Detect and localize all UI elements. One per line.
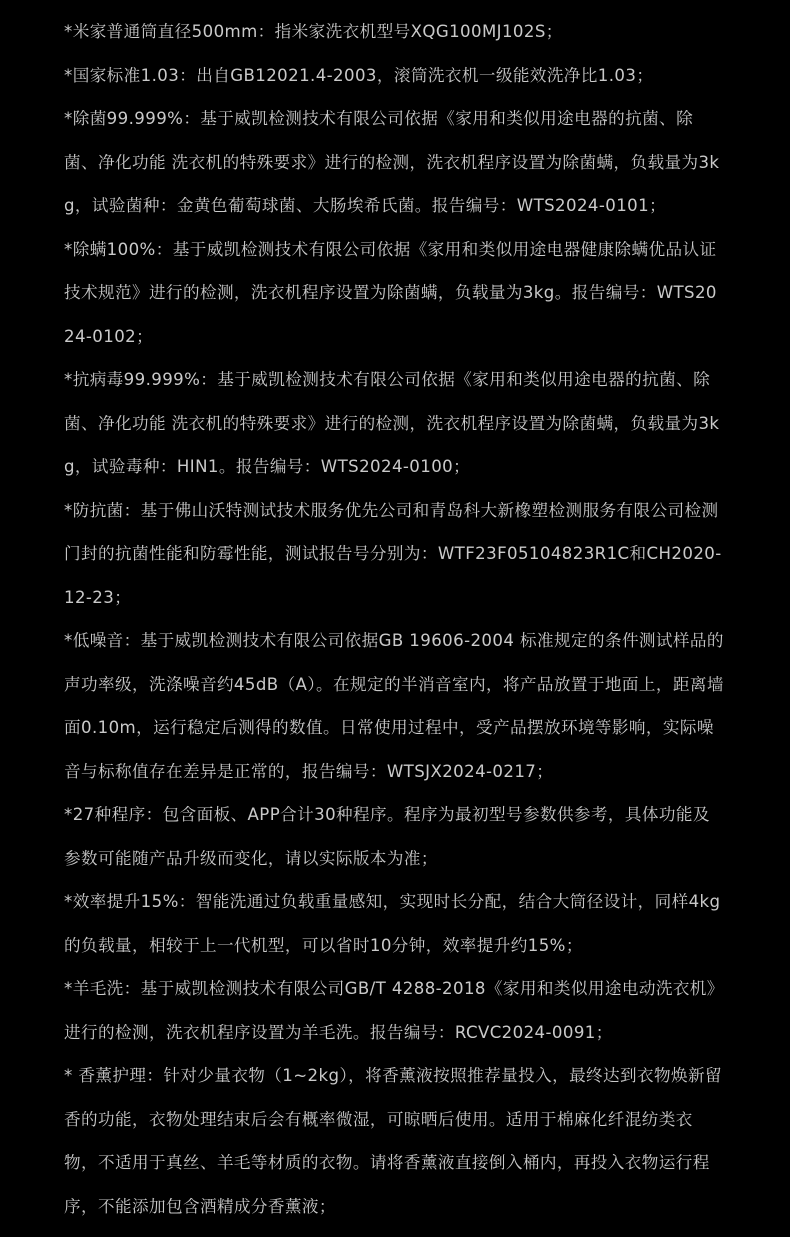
footnote-sterilization: *除菌99.999%：基于威凯检测技术有限公司依据《家用和类似用途电器的抗菌、除菌、净化功能 洗衣机的特殊要求》进行的检测，洗衣机程序设置为除菌螨，负载量为3kg，试验菌种：金黄色葡萄球菌、大肠埃希氏菌。报告编号：WTS2024-0101； bbox=[64, 109, 720, 215]
footnote-mite-removal: *除螨100%：基于威凯检测技术有限公司依据《家用和类似用途电器健康除螨优品认证技术规范》进行的检测，洗衣机程序设置为除菌螨，负载量为3kg。报告编号：WTS2024-0102； bbox=[64, 239, 717, 346]
footnote-national-standard: *国家标准1.03：出自GB12021.4-2003，滚筒洗衣机一级能效洗净比1.03； bbox=[64, 65, 654, 85]
footnote-drum-diameter: *米家普通筒直径500mm：指米家洗衣机型号XQG100MJ102S； bbox=[64, 22, 563, 41]
footnote-antibacterial-seal: *防抗菌：基于佛山沃特测试技术服务优先公司和青岛科大新橡塑检测服务有限公司检测门封的抗菌性能和防霉性能，测试报告号分别为：WTF23F05104823R1C和CH2020-12-23； bbox=[64, 500, 722, 607]
footnote-wool-wash: *羊毛洗：基于威凯检测技术有限公司GB/T 4288-2018《家用和类似用途电动洗衣机》进行的检测，洗衣机程序设置为羊毛洗。报告编号：RCVC2024-0091； bbox=[64, 979, 724, 1042]
footnotes-list bbox=[64, 10, 724, 1228]
footnote-programs: *27种程序：包含面板、APP合计30种程序。程序为最初型号参数供参考，具体功能及参数可能随产品升级而变化，请以实际版本为准； bbox=[64, 805, 710, 868]
footnote-fragrance-care: * 香薰护理：针对少量衣物（1~2kg），将香薰液按照推荐量投入，最终达到衣物焕新留香的功能，衣物处理结束后会有概率微湿，可晾晒后使用。适用于棉麻化纤混纺类衣物，不适用于真丝、羊毛等材质的衣物。请将香薰液直接倒入桶内，再投入衣物运行程序，不能添加包含酒精成分香薰液； bbox=[64, 1066, 723, 1216]
footnote-antivirus: *抗病毒99.999%：基于威凯检测技术有限公司依据《家用和类似用途电器的抗菌、除菌、净化功能 洗衣机的特殊要求》进行的检测，洗衣机程序设置为除菌螨，负载量为3kg，试验毒种：HIN1。报告编号：WTS2024-0100； bbox=[64, 370, 720, 476]
footnote-low-noise: *低噪音：基于威凯检测技术有限公司依据GB 19606-2004 标准规定的条件测试样品的声功率级，洗涤噪音约45dB（A）。在规定的半消音室内，将产品放置于地面上，距离墙面0.10m，运行稳定后测得的数值。日常使用过程中，受产品摆放环境等影响，实际噪音与标称值存在差异是正常的，报告编号：WTSJX2024-0217； bbox=[64, 631, 724, 781]
footnote-efficiency: *效率提升15%：智能洗通过负载重量感知，实现时长分配，结合大筒径设计，同样4kg的负载量，相较于上一代机型，可以省时10分钟，效率提升约15%； bbox=[64, 892, 721, 955]
